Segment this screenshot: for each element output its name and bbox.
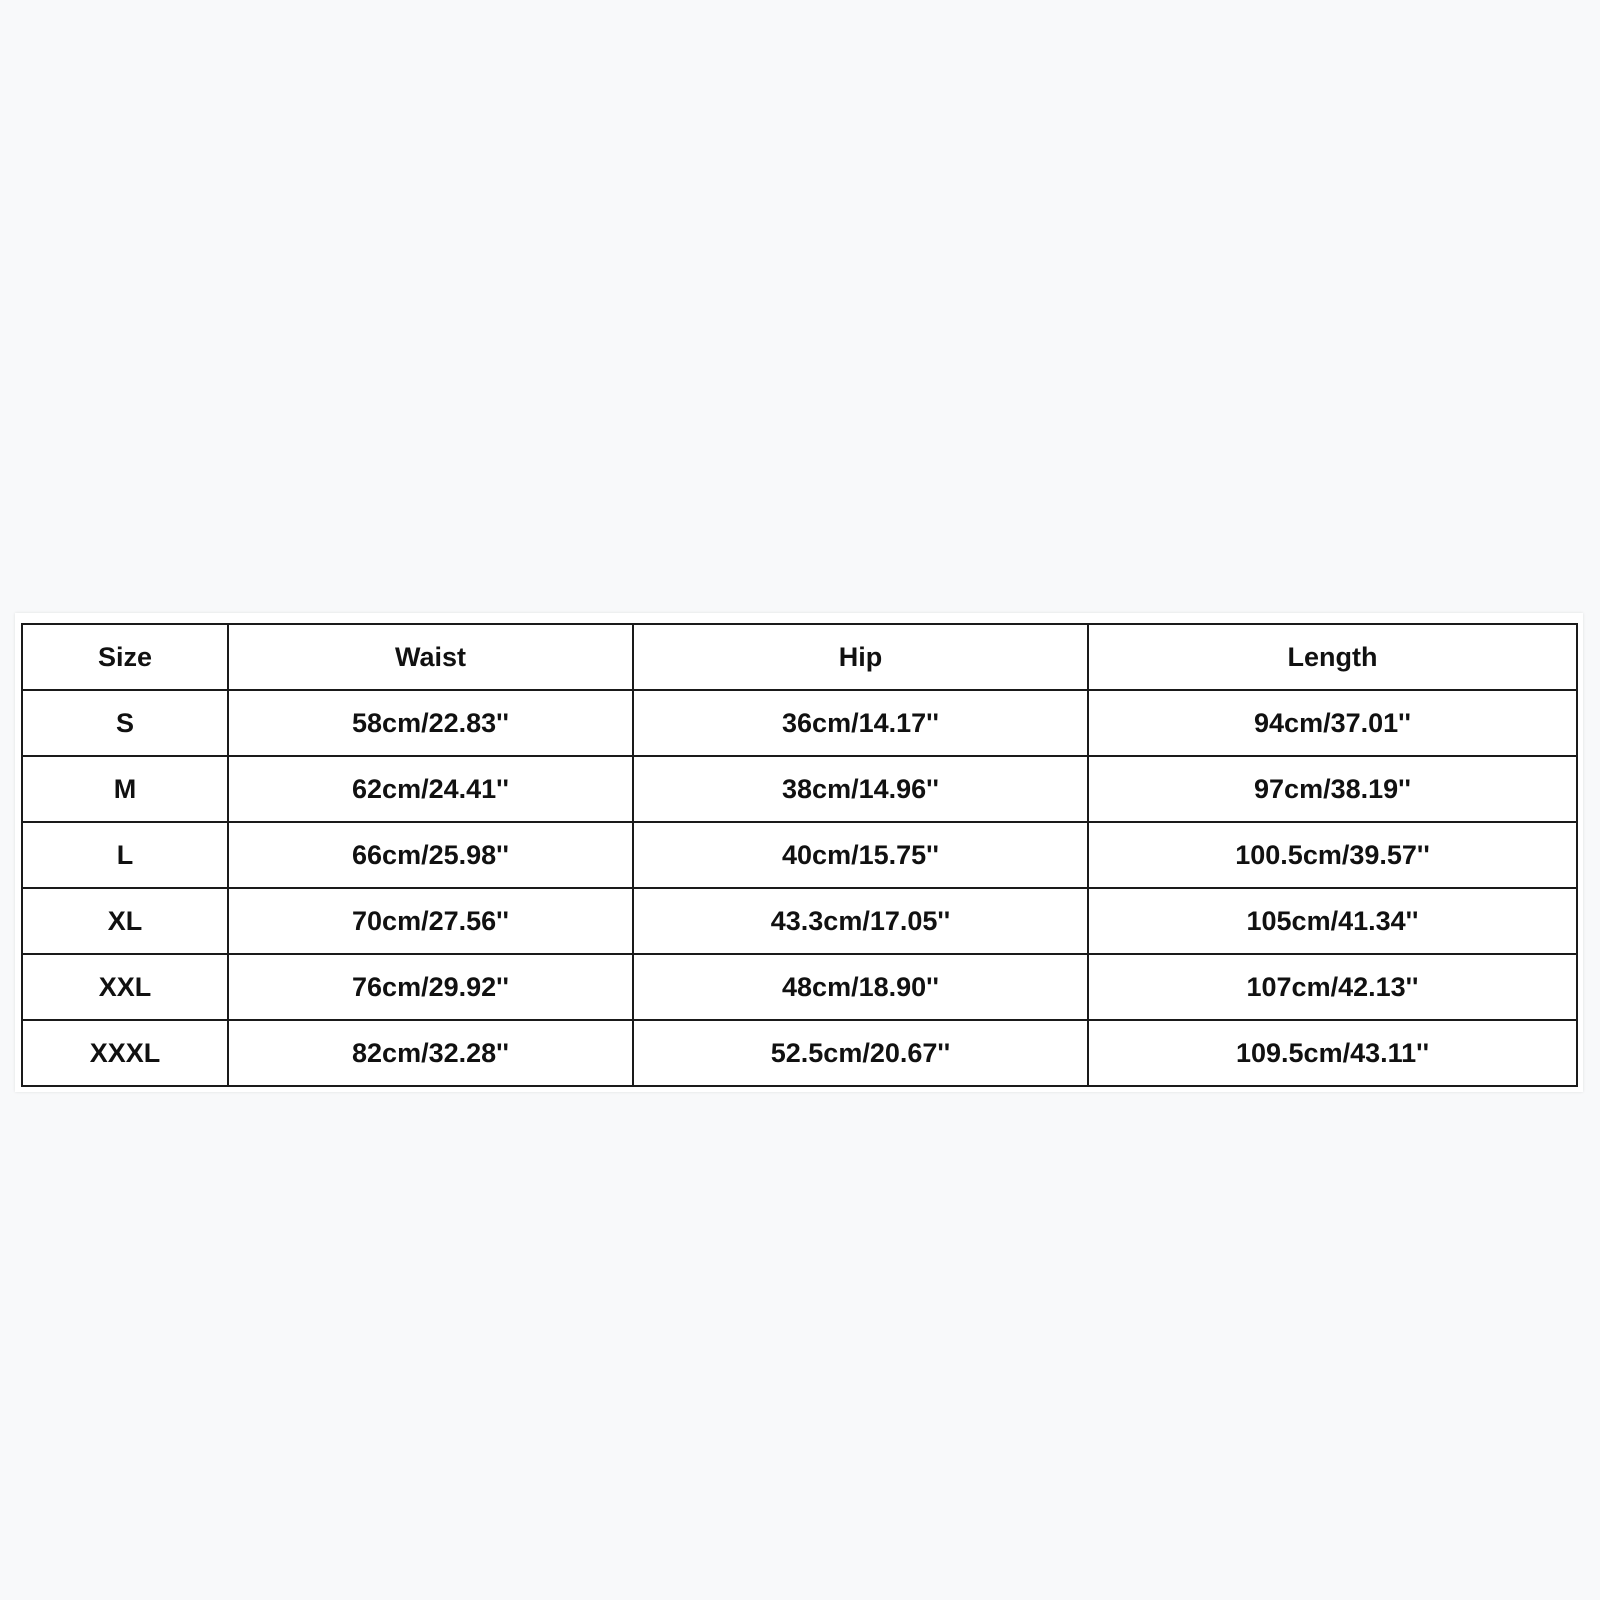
- cell-waist: 58cm/22.83'': [228, 690, 633, 756]
- cell-size: M: [22, 756, 228, 822]
- table-row: [22, 756, 1577, 822]
- cell-length: 109.5cm/43.11'': [1088, 1020, 1577, 1086]
- cell-length: 105cm/41.34'': [1088, 888, 1577, 954]
- cell-size: XL: [22, 888, 228, 954]
- table-row: [22, 954, 1577, 1020]
- size-chart-card: [15, 613, 1583, 1092]
- cell-length: 97cm/38.19'': [1088, 756, 1577, 822]
- cell-waist: 66cm/25.98'': [228, 822, 633, 888]
- cell-hip: 40cm/15.75'': [633, 822, 1088, 888]
- cell-waist: 70cm/27.56'': [228, 888, 633, 954]
- header-length: Length: [1088, 624, 1577, 690]
- cell-hip: 52.5cm/20.67'': [633, 1020, 1088, 1086]
- table-row: [22, 690, 1577, 756]
- cell-size: XXL: [22, 954, 228, 1020]
- header-size: Size: [22, 624, 228, 690]
- cell-hip: 43.3cm/17.05'': [633, 888, 1088, 954]
- header-waist: Waist: [228, 624, 633, 690]
- cell-waist: 62cm/24.41'': [228, 756, 633, 822]
- cell-hip: 38cm/14.96'': [633, 756, 1088, 822]
- table-header-row: [22, 624, 1577, 690]
- table-row: [22, 822, 1577, 888]
- cell-waist: 76cm/29.92'': [228, 954, 633, 1020]
- cell-size: S: [22, 690, 228, 756]
- header-hip: Hip: [633, 624, 1088, 690]
- cell-hip: 36cm/14.17'': [633, 690, 1088, 756]
- size-chart-table: [21, 623, 1578, 1087]
- cell-size: L: [22, 822, 228, 888]
- cell-length: 94cm/37.01'': [1088, 690, 1577, 756]
- cell-size: XXXL: [22, 1020, 228, 1086]
- table-row: [22, 1020, 1577, 1086]
- table-row: [22, 888, 1577, 954]
- cell-length: 100.5cm/39.57'': [1088, 822, 1577, 888]
- cell-hip: 48cm/18.90'': [633, 954, 1088, 1020]
- cell-waist: 82cm/32.28'': [228, 1020, 633, 1086]
- cell-length: 107cm/42.13'': [1088, 954, 1577, 1020]
